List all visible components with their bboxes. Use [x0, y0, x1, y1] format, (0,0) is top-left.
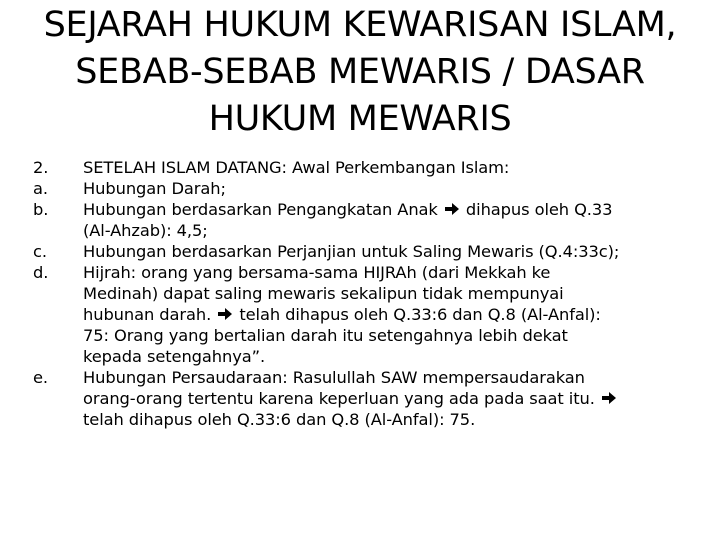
right-arrow-icon [602, 392, 616, 407]
list-item-line: telah dihapus oleh Q.33:6 dan Q.8 (Al-Anfal): 75. [83, 410, 476, 429]
list-item-segment: hubunan darah. [83, 305, 212, 324]
list-item-segment: Hubungan berdasarkan Pengangkatan Anak [83, 200, 438, 219]
list-item-line [83, 304, 701, 325]
list-item-text [83, 157, 701, 178]
right-arrow-icon [218, 308, 232, 323]
list-item-text [83, 262, 701, 367]
list-item-line: (Al-Ahzab): 4,5; [83, 221, 208, 240]
list-marker: d. [33, 263, 49, 282]
list-item-text [83, 199, 701, 241]
list-marker: a. [33, 179, 48, 198]
list-item-line: 75: Orang yang bertalian darah itu setengahnya lebih dekat [83, 326, 568, 345]
title-line-2: SEBAB-SEBAB MEWARIS / DASAR [75, 52, 645, 92]
list-item-a [33, 178, 701, 199]
title-line-1: SEJARAH HUKUM KEWARISAN ISLAM, [43, 5, 677, 45]
list-marker: 2. [33, 158, 49, 177]
list-item-line: kepada setengahnya”. [83, 347, 266, 366]
list-item-line: Hubungan berdasarkan Perjanjian untuk Saling Mewaris (Q.4:33c); [83, 242, 620, 261]
right-arrow-icon [445, 203, 459, 218]
list-marker: b. [33, 200, 49, 219]
list-item-d [33, 262, 701, 367]
list-item-text [83, 241, 701, 262]
list-item-e [33, 367, 701, 430]
list-item-line: Hijrah: orang yang bersama-sama HIJRAh (dari Mekkah ke [83, 263, 551, 282]
list-marker: c. [33, 242, 47, 261]
list-item-line: Hubungan Persaudaraan: Rasulullah SAW mempersaudarakan [83, 368, 585, 387]
slide-title [20, 2, 700, 143]
list-item-text [83, 178, 701, 199]
list-item-segment: orang-orang tertentu karena keperluan yang ada pada saat itu. [83, 389, 595, 408]
list-item-segment: telah dihapus oleh Q.33:6 dan Q.8 (Al-Anfal): [239, 305, 601, 324]
list-item-b [33, 199, 701, 241]
list-item-text [83, 367, 701, 430]
list-item-line [83, 199, 701, 220]
list-marker: e. [33, 368, 48, 387]
list-item-line: Medinah) dapat saling mewaris sekalipun tidak mempunyai [83, 284, 564, 303]
content-list [33, 157, 701, 430]
list-item-c [33, 241, 701, 262]
list-item-2 [33, 157, 701, 178]
list-item-line: Hubungan Darah; [83, 179, 226, 198]
list-item-segment: dihapus oleh Q.33 [465, 200, 613, 219]
list-item-line [83, 388, 701, 409]
list-item-line: SETELAH ISLAM DATANG: Awal Perkembangan Islam: [83, 158, 510, 177]
title-line-3: HUKUM MEWARIS [208, 99, 512, 139]
